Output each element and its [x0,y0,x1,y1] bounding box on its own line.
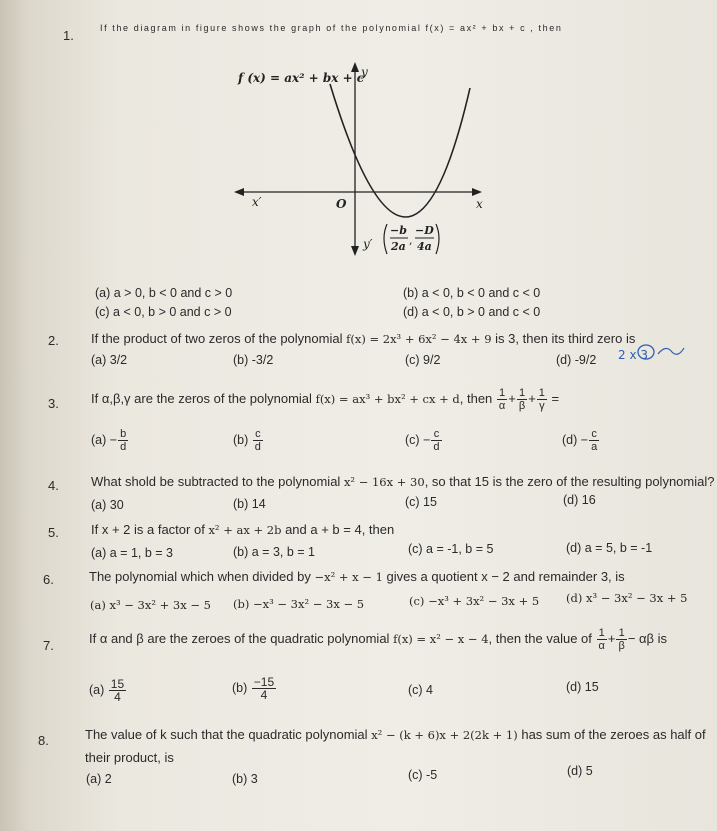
question-number: 8. [38,733,49,748]
handwritten-note: 2 x 3 [618,348,648,362]
x-axis-arrow-right [472,188,482,196]
option-c[interactable]: (c) -5 [408,768,438,782]
question-stem: The polynomial which when divided by −x² + x − 1 gives a quotient x − 2 and remainder 3, is [89,569,625,584]
x-negative-label: x′ [252,195,262,209]
option-c[interactable]: (c) 9/2 [405,353,441,367]
question-stem: The value of k such that the quadratic polynomial x² − (k + 6)x + 2(2k + 1) has sum of the zeroes as half of [85,727,706,742]
option-d[interactable]: (d) 15 [566,680,599,694]
expression: $\frac{1}{\alpha}$ + $\frac{1}{\beta}$ − αβ [598,627,655,653]
option-d[interactable]: (d) -9/2 [556,353,597,367]
option-a[interactable]: (a) 3/2 [91,353,128,367]
option-c[interactable]: (c) −x³ + 3x² − 3x + 5 [409,594,540,608]
option-d[interactable]: (d) 5 [567,764,593,778]
option-a[interactable]: (a) 30 [91,498,124,512]
question-stem: If α and β are the zeroes of the quadratic polynomial f(x) = x² − x − 4, then the value of $\frac{1}{\alpha}$ + $\frac{1}{\beta}$ − αβ is [89,627,668,653]
parabola-curve [330,84,470,217]
svg-text:4a: 4a [417,240,432,253]
option-a[interactable]: (a) − $\frac{b}{d}$ [91,428,127,453]
y-label: y [361,65,368,79]
polynomial-expression: f(x) = ax³ + bx² + cx + d [315,392,460,406]
polynomial-expression: −x² + x − 1 [314,570,383,584]
parabola-graph [230,58,490,290]
option-b[interactable]: (b) $\frac{c}{d}$ [233,428,261,453]
svg-text:−D: −D [415,224,434,237]
option-b[interactable]: (b) $\frac{-15}{4}$ [232,675,275,702]
question-stem: If x + 2 is a factor of x² + ax + 2b and a + b = 4, then [91,522,395,537]
vertex-coordinate [384,224,439,254]
question-number: 4. [48,478,59,493]
option-c[interactable]: (c) a < 0, b > 0 and c > 0 [95,305,232,319]
polynomial-expression: f(x) = 2x³ + 6x² − 4x + 9 [346,332,492,346]
question-stem: If the product of two zeros of the polynomial f(x) = 2x³ + 6x² − 4x + 9 is 3, then its third zero is [91,331,636,346]
option-b[interactable]: (b) 14 [233,497,266,511]
option-d[interactable]: (d) 16 [563,493,596,507]
polynomial-expression: f(x) = x² − x − 4 [393,632,489,646]
question-stem: If the diagram in figure shows the graph of the polynomial f(x) = ax² + bx + c , then [100,23,563,33]
option-b[interactable]: (b) a = 3, b = 1 [233,545,315,559]
polynomial-expression: x² − (k + 6)x + 2(2k + 1) [371,728,518,742]
question-number: 5. [48,525,59,540]
option-c[interactable]: (c) 15 [405,495,437,509]
question-stem: What shold be subtracted to the polynomial x² − 16x + 30, so that 15 is the zero of the resulting polynomial? [91,474,715,489]
question-number: 6. [43,572,54,587]
option-a[interactable]: (a) 2 [86,772,112,786]
option-c[interactable]: (c) − $\frac{c}{d}$ [405,428,440,453]
question-number: 7. [43,638,54,653]
option-a[interactable]: (a) x³ − 3x² + 3x − 5 [90,598,211,612]
reciprocal-sum: $\frac{1}{\alpha}$ + $\frac{1}{\beta}$ + $\frac{1}{\gamma}$ = [498,387,560,413]
option-a[interactable]: (a) a = 1, b = 3 [91,546,173,560]
option-b[interactable]: (b) 3 [232,772,258,786]
question-number: 1. [63,28,74,43]
polynomial-expression: x² + ax + 2b [208,523,282,537]
option-b[interactable]: (b) -3/2 [233,353,274,367]
option-a[interactable]: (a) $\frac{15}{4}$ [89,677,125,704]
option-d[interactable]: (d) a < 0, b > 0 and c < 0 [403,305,541,319]
question-number: 3. [48,396,59,411]
question-stem: If α,β,γ are the zeros of the polynomial f(x) = ax³ + bx² + cx + d, then $\frac{1}{\alpha}$ + $\frac{1}{\beta}$ + $\frac{1}{\gamma}$ = [91,387,560,413]
option-c[interactable]: (c) 4 [408,683,433,697]
svg-text:−b: −b [390,224,407,237]
question-number: 2. [48,333,59,348]
option-d[interactable]: (d) − $\frac{c}{a}$ [562,428,598,453]
option-b[interactable]: (b) −x³ − 3x² − 3x − 5 [233,597,365,611]
x-label: x [476,197,483,211]
y-negative-label: y′ [363,237,373,251]
option-d[interactable]: (d) a = 5, b = -1 [566,541,653,555]
option-b[interactable]: (b) a < 0, b < 0 and c < 0 [403,286,541,300]
function-label: f (x) = ax² + bx + c [238,71,365,85]
question-stem-line2: their product, is [85,750,174,765]
option-d[interactable]: (d) x³ − 3x² − 3x + 5 [566,591,688,605]
polynomial-expression: x² − 16x + 30 [343,475,425,489]
x-axis-arrow-left [234,188,244,196]
handwritten-scribble [628,342,688,362]
origin-label: O [336,197,347,211]
option-a[interactable]: (a) a > 0, b < 0 and c > 0 [95,286,233,300]
svg-text:2a: 2a [391,240,406,253]
svg-text:,: , [409,234,413,247]
y-axis-arrow-down [351,246,359,256]
option-c[interactable]: (c) a = -1, b = 5 [408,542,494,556]
